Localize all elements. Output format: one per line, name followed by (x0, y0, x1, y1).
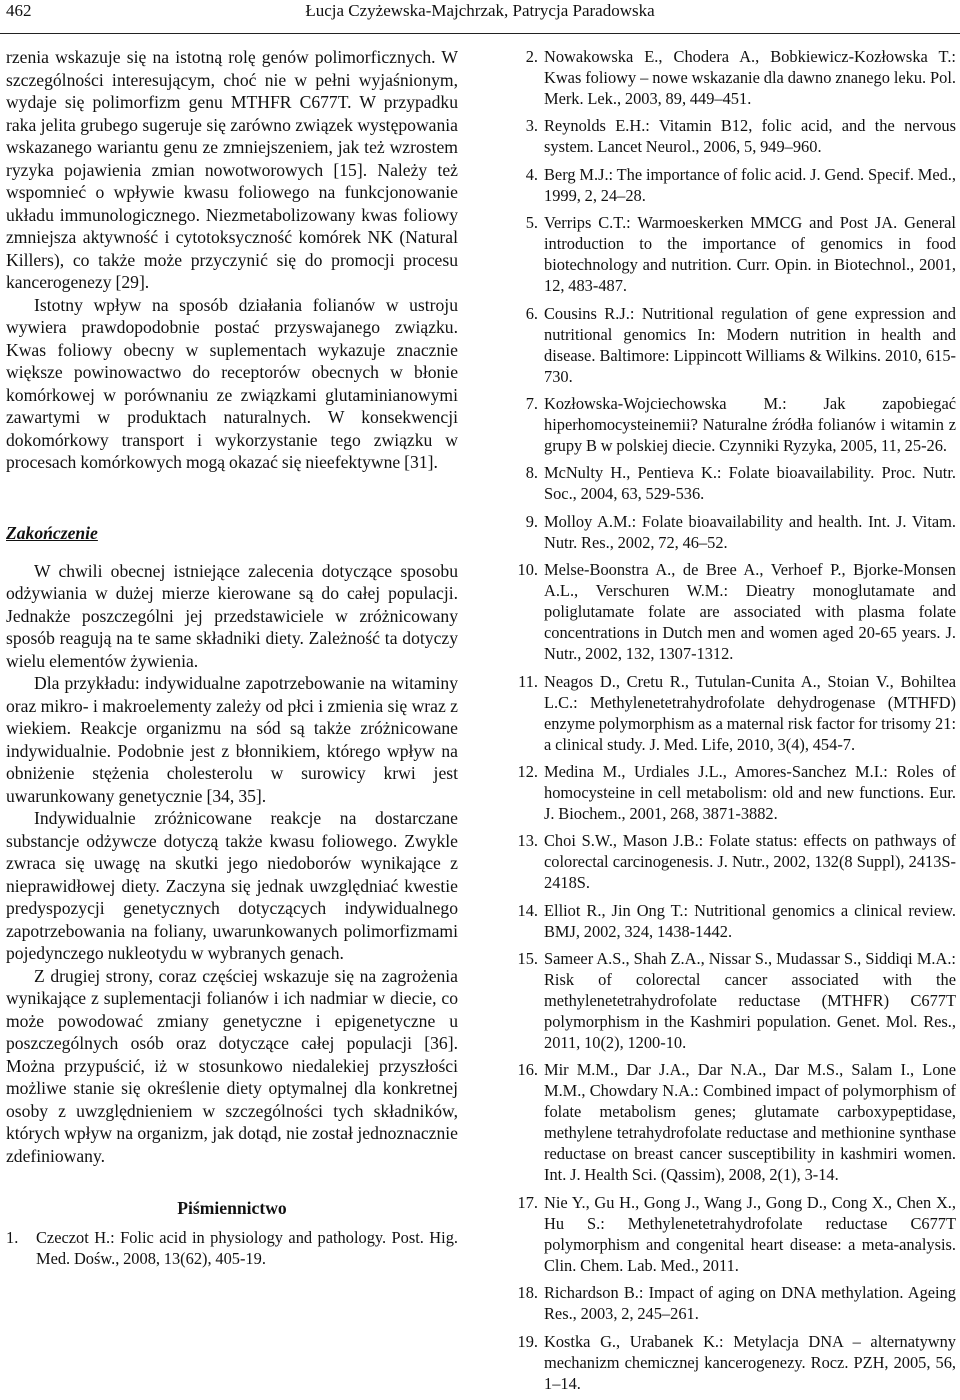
reference-item (512, 1059, 956, 1185)
conclusion-text (6, 560, 458, 1168)
right-column (512, 46, 956, 1400)
reference-text: Kostka G., Urabanek K.: Metylacja DNA – alternatywny mechanizm chemicznej kancerogenezy. Rocz. PZH, 2005, 56, 1–14. (544, 1331, 956, 1393)
reference-number: 2. (525, 47, 538, 66)
reference-item (512, 948, 956, 1053)
reference-number: 12. (517, 761, 538, 781)
reference-item (512, 830, 956, 893)
bibliography-title: Piśmiennictwo (177, 1198, 287, 1218)
reference-text: Richardson B.: Impact of aging on DNA methylation. Ageing Res., 2003, 2, 245–261. (544, 1283, 956, 1324)
page-header (0, 0, 960, 34)
reference-number: 13. (517, 831, 538, 851)
reference-text: Verrips C.T.: Warmoeskerken MMCG and Post JA. General introduction to the importance of genomics in food biotechnology and nutrition. Curr. Opin. in Biotechnol., 2001, 12, 483-487. (544, 213, 956, 296)
reference-item (512, 761, 956, 824)
conclusion-paragraph: Dla przykładu: indywidualne zapotrzebowanie na witaminy oraz mikro- i makroelementy zależy od płci i zmienia się wraz z wiekiem. Reakcje organizmu na sód są także zróżnicowane indywidualnie. Podobnie jest z błonnikiem, którego wpływ na obniżenie stężenia cholesterolu w surowicy krwi jest uwarunkowany genetycznie [34, 35]. (6, 673, 458, 806)
body-text (6, 46, 458, 474)
reference-item (512, 559, 956, 664)
body-paragraph: rzenia wskazuje się na istotną rolę genów polimorficznych. W szczególności interesującym, choć nie w pełni wyjaśnionym, wydaje się polimorfizm genu MTHFR C677T. W przypadku raka jelita grubego sugeruje się zarówno związek występowania wskazanego wariantu genu ze zmniejszeniem, jak też wzrostem ryzyka pojawienia zmian nowotworowych [15]. Należy też wspomnieć o wpływie kwasu foliowego na funkcjonowanie układu immunologicznego. Niezmetabolizowany kwas foliowy zmniejsza aktywność i cytotoksyczność komórek NK (Natural Killers), co także może przyczynić się do promocji procesu kancerogenezy [29]. (6, 47, 458, 292)
reference-list-left (6, 1227, 458, 1269)
left-column (6, 46, 458, 1275)
reference-text: Choi S.W., Mason J.B.: Folate status: effects on pathways of colorectal carcinogenesis. J. Nutr., 2002, 132(8 Suppl), 2413S-2418S. (544, 831, 956, 893)
reference-number: 19. (517, 1331, 538, 1351)
reference-item (512, 303, 956, 387)
reference-number: 17. (517, 1192, 538, 1212)
reference-number: 11. (518, 671, 538, 691)
reference-item (6, 1227, 458, 1269)
reference-text: Cousins R.J.: Nutritional regulation of gene expression and nutritional genomics In: Modern nutrition in health and disease. Baltimore: Lippincott Williams & Wilkins. 2010, 615-730. (544, 303, 956, 386)
reference-number: 7. (525, 393, 538, 413)
reference-number: 3. (525, 116, 538, 136)
reference-number: 1. (6, 1228, 19, 1247)
reference-item (512, 671, 956, 755)
reference-text: Elliot R., Jin Ong T.: Nutritional genomics a clinical review. BMJ, 2002, 324, 1438-1442. (544, 900, 956, 941)
reference-number: 14. (517, 900, 538, 920)
running-head: Łucja Czyżewska-Majchrzak, Patrycja Paradowska (305, 1, 655, 20)
reference-number: 18. (517, 1283, 538, 1303)
reference-item (512, 393, 956, 456)
reference-text: Czeczot H.: Folic acid in physiology and pathology. Post. Hig. Med. Dośw., 2008, 13(62), 405-19. (36, 1228, 458, 1268)
reference-number: 9. (525, 511, 538, 531)
reference-text: Kozłowska-Wojciechowska M.: Jak zapobiegać hiperhomocysteinemii? Naturalne źródła folianów i witamin z grupy B w polskiej diecie. Czynniki Ryzyka, 2005, 11, 25-26. (544, 393, 956, 455)
reference-number: 10. (517, 560, 538, 580)
conclusion-paragraph: Z drugiej strony, coraz częściej wskazuje się na zagrożenia wynikające z suplementacji folianów i ich nadmiar w diecie, co może powodować zmiany genetyczne i epigenetyczne u poszczególnych osób oraz dotyczące całej populacji [36]. Można przypuścić, iż w stosunkowo niedalekiej przyszłości możliwe stanie się określenie diety optymalnej dla konkretnej osoby z uwzględnieniem w szczególności tych składników, których wpływ na organizm, jak dotąd, nie został jednoznacznie zdefiniowany. (6, 965, 458, 1166)
reference-number: 8. (525, 463, 538, 483)
reference-item (512, 511, 956, 553)
conclusion-paragraph: Indywidualnie zróżnicowane reakcje na dostarczane substancje odżywcze dotyczą także kwasu foliowego. Zwykle zwraca się uwagę na skutki jego niedoborów wynikające z nieprawidłowej diety. Zaczyna się jednak uwzględniać kwestie predyspozycji genetycznych dotyczących indywidualnego zapotrzebowania na foliany, uwarunkowanych polimorfizmami pojedynczego nukleotydu w wybranych genach. (6, 808, 458, 963)
reference-text: Melse-Boonstra A., de Bree A., Verhoef P., Bjorke-Monsen A.L., Verschuren W.M.: Dieatry monoglutamate and poliglutamate folate are associated with plasma folate concentrations in Dutch men and women aged 20-65 years. J. Nutr., 2002, 132, 1307-1312. (544, 560, 956, 664)
reference-item (512, 164, 956, 206)
reference-item (512, 1282, 956, 1324)
reference-number: 4. (525, 164, 538, 184)
reference-item (512, 115, 956, 157)
reference-item (512, 900, 956, 942)
conclusion-paragraph: W chwili obecnej istniejące zalecenia dotyczące sposobu odżywiania w dużej mierze kierowane są do całej populacji. Jednakże poszczególni jej przedstawiciele w zróżnicowany sposób reagują na te same składniki diety. Zależność ta dotyczy wielu elementów żywienia. (6, 560, 458, 671)
reference-number: 15. (517, 949, 538, 969)
reference-text: Mir M.M., Dar J.A., Dar N.A., Dar M.S., Salam I., Lone M.M., Chowdary N.A.: Combined impact of polymorphism of folate metabolism genes; glutamate carboxypeptidase, methylene tetrahydrofolate reductase and methionine synthase reductase on breast cancer susceptibility in kashmiri women. Int. J. Health Sci. (Qassim), 2008, 2(1), 3-14. (544, 1060, 956, 1185)
reference-list-right (512, 46, 956, 1394)
reference-text: Sameer A.S., Shah Z.A., Nissar S., Mudassar S., Siddiqi M.A.: Risk of colorectal cancer associated with the methylenetetrahydrofolate reductase (MTHFR) C677T polymorphism in the Kashmiri population. Genet. Mol. Res., 2011, 10(2), 1200-10. (544, 949, 956, 1053)
reference-text: Nowakowska E., Chodera A., Bobkiewicz-Kozłowska T.: Kwas foliowy – nowe wskazanie dla dawno znanego leku. Pol. Merk. Lek., 2003, 89, 449–451. (544, 47, 956, 108)
reference-item (512, 212, 956, 296)
reference-number: 16. (517, 1060, 538, 1080)
reference-text: Medina M., Urdiales J.L., Amores-Sanchez M.I.: Roles of homocysteine in cell metabolism: old and new functions. Eur. J. Biochem., 2001, 268, 3871-3882. (544, 761, 956, 823)
reference-text: Berg M.J.: The importance of folic acid. J. Gend. Specif. Med., 1999, 2, 24–28. (544, 164, 956, 205)
reference-number: 6. (525, 303, 538, 323)
reference-text: McNulty H., Pentieva K.: Folate bioavailability. Proc. Nutr. Soc., 2004, 63, 529-536. (544, 463, 956, 504)
reference-text: Molloy A.M.: Folate bioavailability and health. Int. J. Vitam. Nutr. Res., 2002, 72, 46–52. (544, 511, 956, 552)
section-title-conclusion: Zakończenie (6, 522, 98, 543)
reference-text: Neagos D., Cretu R., Tutulan-Cunita A., Stoian V., Bohiltea L.C.: Methylenetetrahydrofolate dehydrogenase (MTHFD) enzyme polymorphism as a maternal risk factor for trisomy 21: a clinical study. J. Med. Life, 2010, 3(4), 454-7. (544, 671, 956, 754)
reference-number: 5. (525, 213, 538, 233)
reference-item (512, 1331, 956, 1394)
reference-text: Reynolds E.H.: Vitamin B12, folic acid, and the nervous system. Lancet Neurol., 2006, 5, 949–960. (544, 116, 956, 157)
reference-item (512, 462, 956, 504)
body-paragraph: Istotny wpływ na sposób działania folianów w ustroju wywiera prawdopodobnie postać przyswajanego związku. Kwas foliowy obecny w suplementach wykazuje znacznie większe powinowactwo do receptorów obecnych w błonie komórkowej w porównaniu ze związkami glutaminianowymi zawartymi w produktach naturalnych. W konsekwencji dokomórkowy transport i wykorzystanie tego związku w procesach komórkowych mogą okazać się nieefektywne [31]. (6, 294, 458, 472)
reference-item (512, 1192, 956, 1276)
reference-item (512, 46, 956, 109)
reference-text: Nie Y., Gu H., Gong J., Wang J., Gong D., Cong X., Chen X., Hu S.: Methylenetetrahydrofolate reductase C677T polymorphism and congenital heart disease: a meta-analysis. Clin. Chem. Lab. Med., 2011. (544, 1192, 956, 1275)
page-number: 462 (6, 1, 32, 20)
